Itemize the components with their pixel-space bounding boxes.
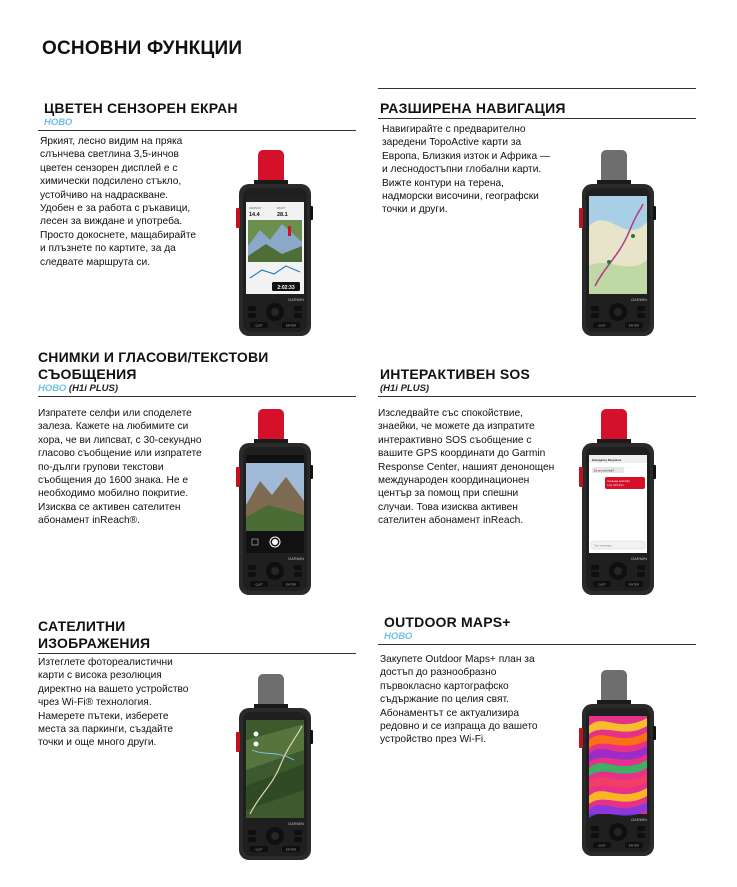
dash-value-1: 14.4 bbox=[249, 212, 260, 218]
enter-key-label: ENTER bbox=[285, 582, 297, 587]
gps-device-illustration bbox=[234, 674, 316, 862]
device-screen bbox=[589, 196, 647, 294]
sos-side-button bbox=[579, 728, 583, 748]
feature-title: ИНТЕРАКТИВЕН SOS bbox=[380, 366, 531, 382]
device-image-color-touchscreen bbox=[234, 150, 316, 343]
enter-key-label: ENTER bbox=[628, 843, 640, 848]
feature-tagline bbox=[38, 117, 356, 129]
device-screen bbox=[589, 716, 647, 818]
feature-divider bbox=[378, 644, 696, 645]
device-screen bbox=[246, 196, 304, 294]
brand-logo: GARMIN bbox=[631, 297, 647, 302]
quit-key-label: QUIT bbox=[598, 323, 606, 328]
gps-device-illustration bbox=[577, 670, 659, 858]
enter-key-label: ENTER bbox=[628, 582, 640, 587]
device-image-advanced-navigation bbox=[577, 150, 659, 343]
brand-logo: GARMIN bbox=[631, 817, 647, 822]
feature-tagline bbox=[378, 383, 696, 395]
feature-divider bbox=[38, 130, 356, 131]
gps-device-illustration bbox=[577, 409, 659, 597]
device-screen bbox=[246, 720, 304, 818]
brand-logo: GARMIN bbox=[288, 297, 304, 302]
quit-key-label: QUIT bbox=[598, 843, 606, 848]
feature-title: OUTDOOR MAPS+ bbox=[384, 614, 511, 630]
top-divider bbox=[378, 88, 696, 89]
gps-device-illustration bbox=[577, 150, 659, 338]
enter-key-label: ENTER bbox=[285, 847, 297, 852]
gps-device-illustration bbox=[234, 150, 316, 338]
feature-description: Изтеглете фотореалистични карти с висока резолюция директно на вашето устройство чрез Wi-Fi® технология. Намерете пътеки, изберете места за паркинги, създайте точки и още много други. bbox=[38, 657, 189, 749]
dash-label-2: РАЗСТ. bbox=[277, 207, 286, 210]
feature-description: Изпратете селфи или споделете залеза. Кажете на любимите си хора, че ви липсват, с 30-секундно гласово съобщение или изпратете по-дълги групови текстови съобщения до 1600 знака. Не е необходимо мобилно покритие. Изисква се активен сателитен абонамент inReach®. bbox=[38, 408, 202, 527]
new-badge: НОВО bbox=[44, 117, 73, 128]
page-title: ОСНОВНИ ФУНКЦИИ bbox=[42, 38, 243, 59]
feature-divider bbox=[38, 396, 356, 397]
sos-side-button bbox=[236, 467, 240, 487]
model-note: (H1i PLUS) bbox=[380, 383, 430, 394]
dash-time: 2:02:33 bbox=[277, 285, 295, 291]
feature-divider bbox=[378, 118, 696, 119]
brand-logo: GARMIN bbox=[631, 556, 647, 561]
sos-message-input: Type a message bbox=[594, 544, 612, 548]
device-screen bbox=[589, 455, 647, 553]
new-badge: НОВО bbox=[384, 631, 413, 642]
quit-key-label: QUIT bbox=[255, 847, 263, 852]
feature-description: Яркият, лесно видим на пряка слънчева светлина 3,5-инчов цветен сензорен дисплей е с химически подсилено стъкло, устойчиво на надраскване. Удобен е за работа с ръкавици, лесен за виждане и употреба. Просто докоснете, мащабирайте и плъзнете по картите, за да следвате маршрута си. bbox=[40, 136, 197, 268]
sos-side-button bbox=[236, 732, 240, 752]
sos-message-sent-cont: o me. STS 3 hrs bbox=[607, 485, 624, 487]
new-badge: НОВО bbox=[38, 383, 67, 394]
brand-logo: GARMIN bbox=[288, 556, 304, 561]
quit-key-label: QUIT bbox=[598, 582, 606, 587]
quit-key-label: QUIT bbox=[255, 582, 263, 587]
quit-key-label: QUIT bbox=[255, 323, 263, 328]
dash-label-1: СКОРОСТ bbox=[249, 207, 262, 210]
feature-description: Закупете Outdoor Maps+ план за достъп до разнообразно първокласно картографско съдържание по целия свят. Абонаментът се актуализира редовно и се изпраща до вашето устройство през Wi-Fi. bbox=[380, 654, 538, 746]
feature-divider bbox=[38, 653, 356, 654]
model-note: (H1i PLUS) bbox=[68, 383, 118, 394]
sos-header: Emergency Response bbox=[592, 458, 622, 462]
device-image-outdoor-maps-plus bbox=[577, 670, 659, 863]
feature-title: ЦВЕТЕН СЕНЗОРЕН ЕКРАН bbox=[44, 100, 238, 116]
feature-divider bbox=[378, 396, 696, 397]
feature-title: САТЕЛИТНИ ИЗОБРАЖЕНИЯ bbox=[38, 618, 151, 651]
sos-side-button bbox=[579, 208, 583, 228]
device-screen bbox=[246, 455, 304, 553]
sos-message-sent: Yes please send help t bbox=[607, 481, 631, 483]
feature-tagline bbox=[378, 631, 696, 643]
dash-value-2: 28.1 bbox=[277, 212, 288, 218]
device-image-photo-messaging bbox=[234, 409, 316, 602]
enter-key-label: ENTER bbox=[285, 323, 297, 328]
feature-title: СНИМКИ И ГЛАСОВИ/ТЕКСТОВИ СЪОБЩЕНИЯ bbox=[38, 349, 269, 382]
feature-description: Навигирайте с предварително заредени TopoActive карти за Европа, Близкия изток и Африка — и леснодостъпни глобални карти. Вижте контури на терена, надморски височини, географски точки и други. bbox=[382, 124, 551, 216]
device-image-interactive-sos bbox=[577, 409, 659, 602]
feature-description: Изследвайте със спокойствие, знаейки, че можете да изпратите интерактивно SOS съобщение с вашите GPS координати до Garmin Response Center, нашият денонощен международен координационен център за помощ при спешни случаи. Това изисква активен сателитен абонамент inReach. bbox=[378, 408, 555, 527]
brand-logo: GARMIN bbox=[288, 821, 304, 826]
sos-side-button bbox=[236, 208, 240, 228]
enter-key-label: ENTER bbox=[628, 323, 640, 328]
sos-message-received: Do you need help? bbox=[594, 469, 615, 473]
device-image-satellite-imagery bbox=[234, 674, 316, 867]
feature-title: РАЗШИРЕНА НАВИГАЦИЯ bbox=[380, 100, 566, 116]
feature-tagline bbox=[38, 383, 356, 395]
sos-side-button bbox=[579, 467, 583, 487]
gps-device-illustration bbox=[234, 409, 316, 597]
